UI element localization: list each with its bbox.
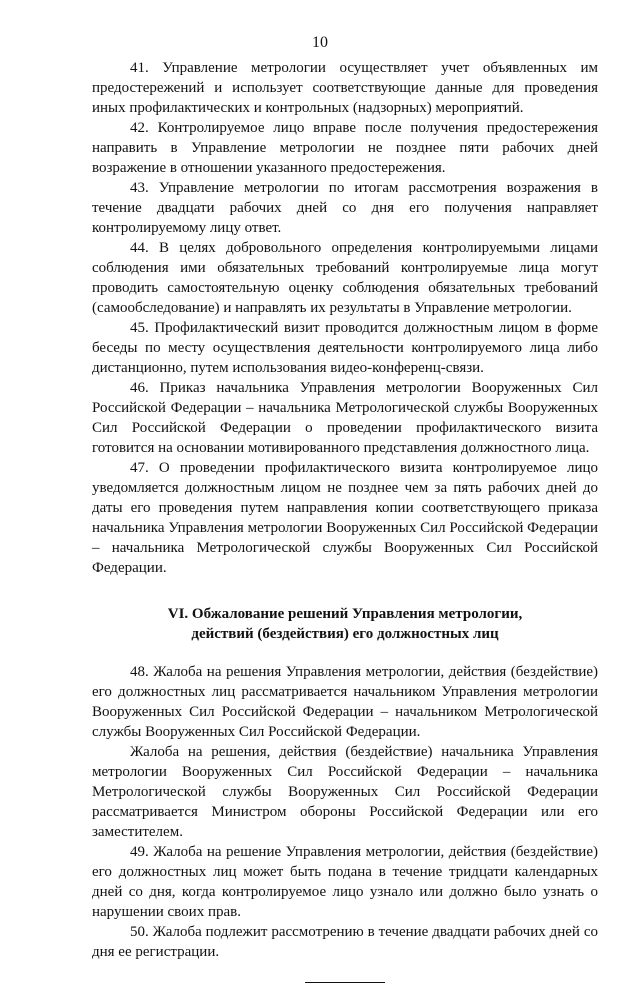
paragraph-45: 45. Профилактический визит проводится должностным лицом в форме беседы по месту осуществления деятельности контролируемого лица либо дистанционно, путем использования видео-конференц-связи. <box>92 320 598 376</box>
paragraph-50: 50. Жалоба подлежит рассмотрению в течение двадцати рабочих дней со дня ее регистрации. <box>92 924 598 960</box>
paragraph-44: 44. В целях добровольного определения контролируемыми лицами соблюдения ими обязательных требований контролируемые лица могут проводить самостоятельную оценку соблюдения обязательных требований (самообследование) и направлять их результаты в Управление метрологии. <box>92 240 598 316</box>
paragraph-42: 42. Контролируемое лицо вправе после получения предостережения направить в Управление метрологии не позднее пяти рабочих дней возражение в отношении указанного предостережения. <box>92 120 598 176</box>
section-heading <box>92 604 598 644</box>
section-heading-line-2: действий (бездействия) его должностных лиц <box>191 626 499 642</box>
page-number: 10 <box>312 34 328 51</box>
paragraph-48-continued: Жалоба на решения, действия (бездействие) начальника Управления метрологии Вооруженных Сил Российской Федерации – начальника Метрологической службы Вооруженных Сил Российской Федерации рассматривается Министром обороны Российской Федерации или его заместителем. <box>92 744 598 840</box>
document-body <box>92 58 598 983</box>
paragraph-43: 43. Управление метрологии по итогам рассмотрения возражения в течение двадцати рабочих дней со дня его получения направляет контролируемому лицу ответ. <box>92 180 598 236</box>
paragraph-49: 49. Жалоба на решение Управления метрологии, действия (бездействие) его должностных лиц может быть подана в течение тридцати календарных дней со дня, когда контролируемое лицо узнало или должно было узнать о нарушении своих прав. <box>92 844 598 920</box>
section-heading-line-1: VI. Обжалование решений Управления метрологии, <box>167 606 523 622</box>
paragraph-48: 48. Жалоба на решения Управления метрологии, действия (бездействие) его должностных лиц рассматривается начальником Управления метрологии Вооруженных Сил Российской Федерации – начальником Метрологической службы Вооруженных Сил Российской Федерации. <box>92 664 598 740</box>
paragraph-47: 47. О проведении профилактического визита контролируемое лицо уведомляется должностным лицом не позднее чем за пять рабочих дней до даты его проведения путем направления копии соответствующего приказа начальника Управления метрологии Вооруженных Сил Российской Федерации – начальника Метрологической службы Вооруженных Сил Российской Федерации. <box>92 460 598 576</box>
paragraph-41: 41. Управление метрологии осуществляет учет объявленных им предостережений и использует соответствующие данные для проведения иных профилактических и контрольных (надзорных) мероприятий. <box>92 60 598 116</box>
paragraph-46: 46. Приказ начальника Управления метрологии Вооруженных Сил Российской Федерации – начальника Метрологической службы Вооруженных Сил Российской Федерации о проведении профилактического визита готовится на основании мотивированного представления должностного лица. <box>92 380 598 456</box>
